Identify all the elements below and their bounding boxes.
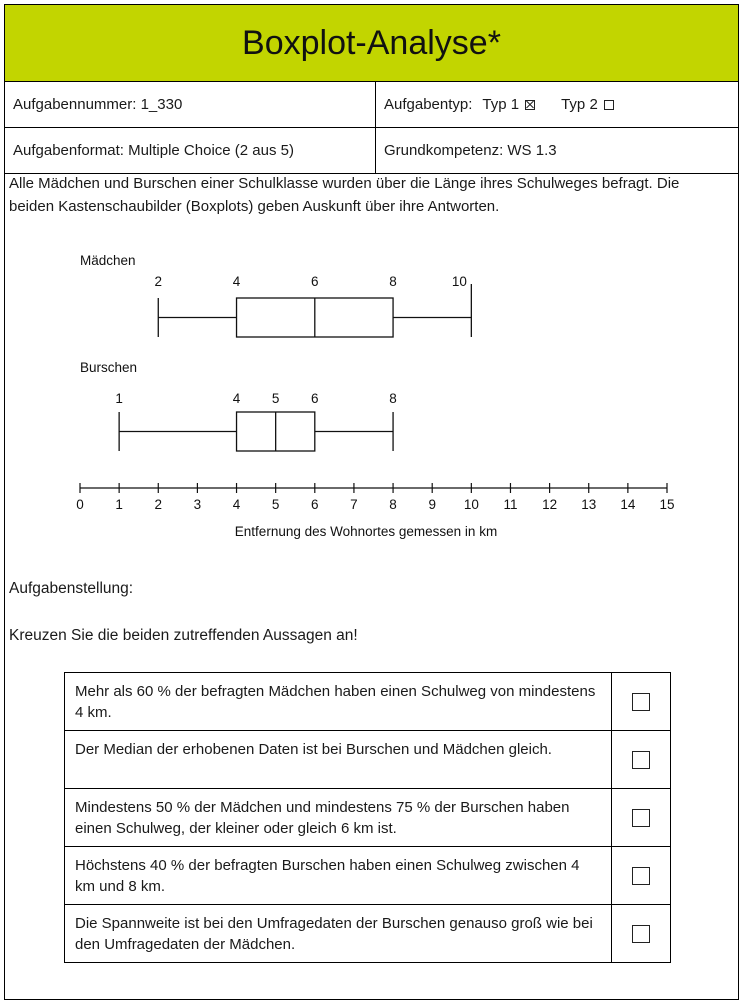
choice-row (65, 731, 670, 789)
choice-row (65, 905, 670, 962)
choice-text: Der Median der erhobenen Daten ist bei Burschen und Mädchen gleich. (65, 731, 612, 788)
choice-row (65, 673, 670, 731)
x-axis-label: Entfernung des Wohnortes gemessen in km (234, 524, 498, 539)
series-name: Mädchen (80, 253, 136, 268)
value-label: 2 (154, 274, 163, 289)
tick-label: 8 (389, 497, 397, 512)
tick-label: 6 (311, 497, 319, 512)
value-label: 4 (232, 391, 241, 406)
task-format: Aufgabenformat: Multiple Choice (2 aus 5) (5, 128, 376, 173)
type2-label: Typ 2 (561, 96, 598, 113)
value-label: 8 (389, 391, 397, 406)
task-type-label: Aufgabentyp: (384, 96, 473, 113)
value-label: 1 (115, 391, 123, 406)
tick-label: 12 (542, 497, 558, 512)
tick-label: 3 (193, 497, 202, 512)
value-label: 6 (311, 274, 319, 289)
tick-label: 10 (463, 497, 479, 512)
tick-label: 11 (503, 497, 518, 512)
choice-row (65, 789, 670, 847)
value-label: 6 (311, 391, 319, 406)
choice-checkbox[interactable] (632, 751, 650, 769)
task-instruction: Kreuzen Sie die beiden zutreffenden Aussagen an! (9, 627, 358, 644)
choice-text: Mindestens 50 % der Mädchen und mindestens 75 % der Burschen haben einen Schulweg, der kleiner oder gleich 6 km ist. (65, 789, 612, 846)
choice-text: Mehr als 60 % der befragten Mädchen haben einen Schulweg von mindestens 4 km. (65, 673, 612, 730)
value-label: 8 (389, 274, 397, 289)
type1-label: Typ 1 (482, 96, 520, 113)
tick-label: 1 (115, 497, 123, 512)
choice-checkbox[interactable] (632, 925, 650, 943)
choice-text: Die Spannweite ist bei den Umfragedaten der Burschen genauso groß wie bei den Umfragedaten der Mädchen. (65, 905, 612, 962)
tick-label: 9 (428, 497, 436, 512)
value-label: 10 (451, 274, 467, 289)
tick-label: 14 (620, 497, 636, 512)
value-label: 5 (271, 391, 280, 406)
task-number: Aufgabennummer: 1_330 (5, 82, 376, 127)
competence: Grundkompetenz: WS 1.3 (384, 142, 557, 159)
choice-row (65, 847, 670, 905)
tick-label: 7 (350, 497, 358, 512)
tick-label: 2 (154, 497, 163, 512)
tick-label: 4 (232, 497, 241, 512)
choice-table (64, 672, 671, 963)
series-name: Burschen (80, 360, 138, 375)
tick-label: 13 (581, 497, 597, 512)
choice-text: Höchstens 40 % der befragten Burschen haben einen Schulweg zwischen 4 km und 8 km. (65, 847, 612, 904)
choice-checkbox[interactable] (632, 809, 650, 827)
tick-label: 5 (271, 497, 280, 512)
page-title: Boxplot-Analyse* (5, 5, 738, 82)
tick-label: 15 (659, 497, 675, 512)
choice-checkbox[interactable] (632, 693, 650, 711)
intro-text: Alle Mädchen und Burschen einer Schulklasse wurden über die Länge ihres Schulweges befragt. Die beiden Kastenschaubilder (Boxplots) geben Auskunft über ihre Antworten. (9, 175, 680, 215)
choice-checkbox[interactable] (632, 867, 650, 885)
task-heading: Aufgabenstellung: (9, 580, 134, 597)
tick-label: 0 (76, 497, 84, 512)
value-label: 4 (232, 274, 241, 289)
